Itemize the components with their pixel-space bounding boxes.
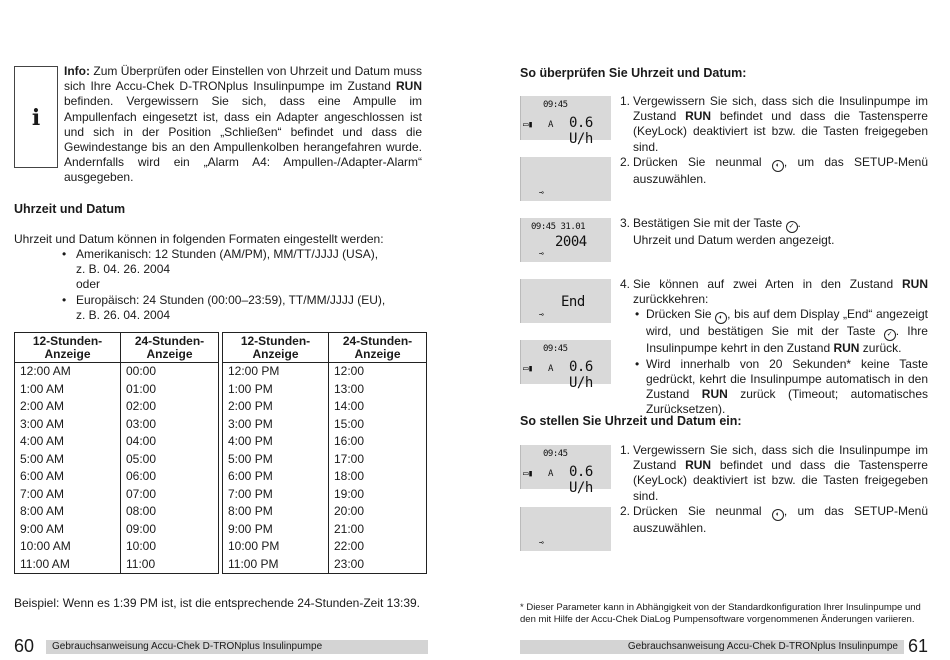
cell-24h: 16:00 — [329, 433, 427, 451]
table-row — [223, 398, 427, 416]
run-keyword: RUN — [685, 109, 712, 124]
cell-12h: 12:00 AM — [15, 363, 121, 381]
set-step-1 — [620, 443, 928, 504]
display-time: 09:45 — [543, 344, 568, 354]
table-row — [15, 363, 219, 381]
cell-12h: 8:00 AM — [15, 503, 121, 521]
cell-12h: 3:00 PM — [223, 416, 329, 434]
formats-intro: Uhrzeit und Datum können in folgenden Formaten eingestellt werden: — [14, 232, 384, 246]
step-number: 1. — [620, 443, 631, 457]
battery-icon: ▭▮ — [523, 120, 533, 130]
cell-12h: 5:00 AM — [15, 451, 121, 469]
format-line: Amerikanisch: 12 Stunden (AM/PM), MM/TT/JJJJ (USA), — [76, 247, 379, 261]
step-text: Uhrzeit und Datum werden angezeigt. — [633, 233, 835, 247]
step-text: . Ihre Insulinpumpe kehrt in den Zustand — [646, 324, 928, 356]
cell-12h: 1:00 PM — [223, 381, 329, 399]
info-icon: i — [31, 105, 41, 131]
check-title: So überprüfen Sie Uhrzeit und Datum: — [520, 66, 747, 80]
step-text: Drücken Sie neunmal — [633, 504, 772, 518]
cell-24h: 04:00 — [121, 433, 219, 451]
table-row — [15, 451, 219, 469]
step-text: zurück. — [859, 341, 902, 356]
table-row — [223, 416, 427, 434]
step-number: 1. — [620, 94, 631, 108]
step4-bullet — [633, 307, 928, 356]
table-row — [15, 503, 219, 521]
header-24h: 24-Stunden-Anzeige — [121, 333, 219, 363]
display-rate: 0.6 U/h — [569, 464, 593, 496]
display-run — [520, 445, 611, 496]
display-rate: 0.6 U/h — [569, 115, 593, 147]
table-row — [15, 521, 219, 539]
format-line: Europäisch: 24 Stunden (00:00–23:59), TT/MM/JJJJ (EU), — [76, 292, 386, 307]
format-example: z. B. 04. 26. 2004 — [76, 262, 171, 277]
display-end — [520, 279, 611, 323]
section-title: Uhrzeit und Datum — [14, 202, 126, 216]
cell-12h: 4:00 PM — [223, 433, 329, 451]
step-text: Sie können auf zwei Arten in den Zustand — [633, 277, 902, 291]
display-label: A — [548, 364, 553, 374]
cell-12h: 6:00 PM — [223, 468, 329, 486]
cell-24h: 03:00 — [121, 416, 219, 434]
display-run — [520, 340, 611, 391]
cell-24h: 02:00 — [121, 398, 219, 416]
display-setup — [520, 507, 611, 551]
cell-24h: 07:00 — [121, 486, 219, 504]
key-icon: ⊸ — [539, 310, 544, 319]
scroll-button-icon: ◐ — [772, 160, 784, 172]
step-text: zurück (Timeout; automatisches Zurücksetzen). — [646, 387, 928, 417]
confirm-button-icon: ✓ — [786, 221, 798, 233]
cell-24h: 06:00 — [121, 468, 219, 486]
cell-24h: 14:00 — [329, 398, 427, 416]
page-number-right: 61 — [908, 636, 929, 656]
cell-24h: 12:00 — [329, 363, 427, 381]
cell-12h: 5:00 PM — [223, 451, 329, 469]
footer-right: Gebrauchsanweisung Accu-Chek D-TRONplus Insulinpumpe — [520, 640, 904, 654]
cell-12h: 9:00 AM — [15, 521, 121, 539]
cell-12h: 7:00 PM — [223, 486, 329, 504]
cell-12h: 9:00 PM — [223, 521, 329, 539]
run-keyword: RUN — [396, 79, 422, 94]
table-row — [15, 381, 219, 399]
cell-24h: 18:00 — [329, 468, 427, 486]
step-number: 2. — [620, 155, 631, 169]
run-keyword: RUN — [833, 341, 860, 356]
cell-24h: 10:00 — [121, 538, 219, 556]
footer-left: Gebrauchsanweisung Accu-Chek D-TRONplus Insulinpumpe — [46, 640, 428, 654]
step-text: befindet und dass die Tastensperre (KeyLock) deaktiviert ist bzw. die Tasten freigegeben sind. — [633, 458, 928, 503]
check-step-3 — [620, 216, 928, 248]
display-setup — [520, 157, 611, 201]
step-number: 2. — [620, 504, 631, 518]
time-table-am — [14, 332, 219, 574]
confirm-button-icon: ✓ — [884, 329, 896, 341]
scroll-button-icon: ◐ — [772, 509, 784, 521]
cell-12h: 10:00 PM — [223, 538, 329, 556]
cell-24h: 05:00 — [121, 451, 219, 469]
cell-24h: 11:00 — [121, 556, 219, 574]
info-icon-box — [14, 66, 58, 168]
example-text: Beispiel: Wenn es 1:39 PM ist, ist die entsprechende 24-Stunden-Zeit 13:39. — [14, 596, 421, 610]
cell-12h: 11:00 AM — [15, 556, 121, 574]
info-text-part: befinden. Vergewissern Sie sich, dass eine Ampulle im Ampullenfach eingesetzt ist, dass ein Adapter angeschlossen ist und sich in der Position „Schließen“ befindet und dass die Gewindestange bis an den Ampullenkolben herangefahren wurde. Andernfalls wird ein „Alarm A4: Ampullen-/Adapter-Alarm“ ausgegeben. — [64, 94, 422, 185]
display-time: 09:45 — [543, 100, 568, 110]
info-label: Info: — [64, 64, 90, 78]
step-text: . — [797, 216, 801, 230]
step-text: , bis auf dem Display „End“ angezeigt wird, und bestätigen Sie mit der Taste — [646, 307, 929, 339]
step4-bullet — [633, 357, 928, 418]
cell-12h: 2:00 PM — [223, 398, 329, 416]
header-12h: 12-Stunden-Anzeige — [15, 333, 121, 363]
table-row — [15, 486, 219, 504]
step-text: Wird innerhalb von 20 Sekunden* keine Taste gedrückt, kehrt die Insulinpumpe automatisch in den Zustand — [646, 356, 928, 402]
key-icon: ⊸ — [539, 249, 544, 258]
battery-icon: ▭▮ — [523, 364, 533, 374]
formats-list — [62, 247, 412, 323]
step-text: Vergewissern Sie sich, dass sich die Insulinpumpe im Zustand — [633, 443, 928, 473]
time-table-pm — [222, 332, 427, 574]
format-item — [62, 293, 412, 323]
cell-24h: 17:00 — [329, 451, 427, 469]
table-row — [223, 538, 427, 556]
check-step-2 — [620, 155, 928, 187]
table-row — [15, 416, 219, 434]
format-or: oder — [76, 277, 101, 292]
table-row — [223, 363, 427, 381]
step-text: Bestätigen Sie mit der Taste — [633, 216, 786, 230]
key-icon: ⊸ — [539, 188, 544, 197]
table-row — [223, 451, 427, 469]
cell-12h: 4:00 AM — [15, 433, 121, 451]
step-text: , um das SETUP-Menü auszuwählen. — [633, 155, 929, 186]
cell-24h: 15:00 — [329, 416, 427, 434]
footnote: * Dieser Parameter kann in Abhängigkeit von der Standardkonfiguration Ihrer Insulinpumpe und den mit Hilfe der Accu-Chek DiaLog Pumpensoftware vorgenommenen Änderungen variieren. — [520, 602, 921, 625]
display-label: A — [548, 469, 553, 479]
set-title: So stellen Sie Uhrzeit und Datum ein: — [520, 414, 742, 428]
table-row — [223, 486, 427, 504]
step-number: 3. — [620, 216, 631, 230]
info-text — [64, 64, 422, 186]
table-row — [223, 468, 427, 486]
cell-24h: 19:00 — [329, 486, 427, 504]
cell-24h: 21:00 — [329, 521, 427, 539]
cell-12h: 1:00 AM — [15, 381, 121, 399]
cell-24h: 20:00 — [329, 503, 427, 521]
table-row — [15, 556, 219, 574]
step-text: Drücken Sie neunmal — [633, 155, 772, 169]
header-24h: 24-Stunden-Anzeige — [329, 333, 427, 363]
table-row — [15, 468, 219, 486]
run-keyword: RUN — [701, 387, 728, 402]
cell-12h: 11:00 PM — [223, 556, 329, 574]
cell-24h: 08:00 — [121, 503, 219, 521]
step-text: Drücken Sie — [646, 307, 716, 322]
table-row — [223, 503, 427, 521]
scroll-button-icon: ◐ — [715, 312, 727, 324]
cell-12h: 8:00 PM — [223, 503, 329, 521]
cell-24h: 09:00 — [121, 521, 219, 539]
table-row — [223, 433, 427, 451]
cell-12h: 10:00 AM — [15, 538, 121, 556]
check-step-1 — [620, 94, 928, 155]
display-label: A — [548, 120, 553, 130]
cell-24h: 00:00 — [121, 363, 219, 381]
run-keyword: RUN — [902, 277, 928, 291]
step-text: , um das SETUP-Menü auszuwählen. — [633, 504, 929, 535]
format-item — [62, 247, 412, 293]
set-step-2 — [620, 504, 928, 536]
display-year: 2004 — [555, 234, 587, 250]
step-number: 4. — [620, 277, 631, 291]
cell-24h: 22:00 — [329, 538, 427, 556]
step-text: zurückkehren: — [633, 292, 709, 307]
table-row — [15, 433, 219, 451]
cell-24h: 01:00 — [121, 381, 219, 399]
table-row — [223, 381, 427, 399]
table-row — [15, 538, 219, 556]
display-end-text: End — [561, 294, 585, 310]
run-keyword: RUN — [685, 458, 712, 473]
cell-12h: 3:00 AM — [15, 416, 121, 434]
step-text: befindet und dass die Tastensperre (KeyLock) deaktiviert ist bzw. die Tasten freigegeben sind. — [633, 109, 928, 154]
cell-24h: 23:00 — [329, 556, 427, 574]
page-number-left: 60 — [14, 636, 35, 656]
check-step-4 — [620, 277, 928, 417]
header-12h: 12-Stunden-Anzeige — [223, 333, 329, 363]
battery-icon: ▭▮ — [523, 469, 533, 479]
display-run — [520, 96, 611, 147]
cell-12h: 7:00 AM — [15, 486, 121, 504]
cell-12h: 6:00 AM — [15, 468, 121, 486]
cell-12h: 12:00 PM — [223, 363, 329, 381]
step-text: Vergewissern Sie sich, dass sich die Insulinpumpe im Zustand — [633, 94, 928, 124]
table-row — [223, 521, 427, 539]
table-row — [15, 398, 219, 416]
format-example: z. B. 26. 04. 2004 — [76, 307, 171, 322]
cell-12h: 2:00 AM — [15, 398, 121, 416]
key-icon: ⊸ — [539, 538, 544, 547]
display-date — [520, 218, 611, 262]
display-rate: 0.6 U/h — [569, 359, 593, 391]
cell-24h: 13:00 — [329, 381, 427, 399]
display-datetime: 09:45 31.01 — [531, 222, 586, 232]
info-text-part: Zum Überprüfen oder Einstellen von Uhrzeit und Datum muss sich Ihre Accu-Chek D-TRONplus Insulinpumpe im Zustand — [64, 64, 422, 94]
display-time: 09:45 — [543, 449, 568, 459]
table-row — [223, 556, 427, 574]
